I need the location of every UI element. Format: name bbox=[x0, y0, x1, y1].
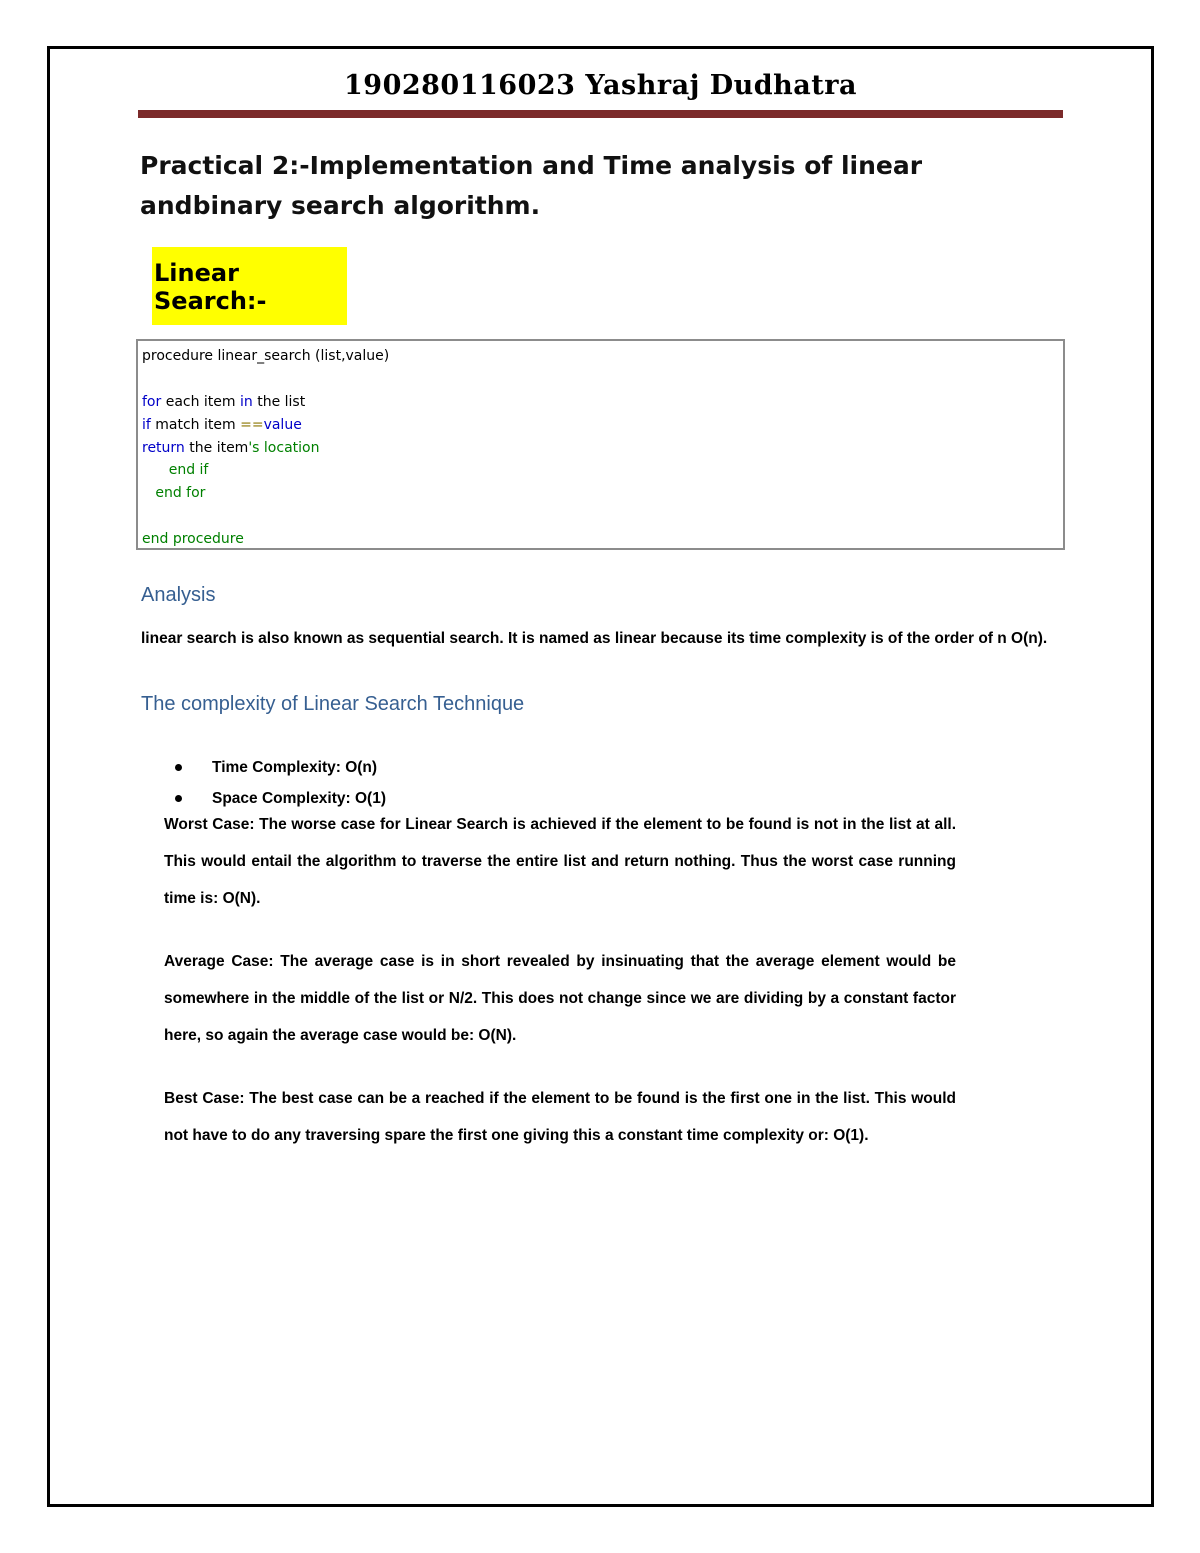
code-text: the item bbox=[184, 439, 249, 456]
code-line bbox=[142, 459, 1063, 482]
code-text: end procedure bbox=[142, 531, 244, 548]
linear-search-heading: Linear Search:- bbox=[154, 259, 267, 315]
linear-search-highlight bbox=[152, 247, 347, 325]
code-block bbox=[136, 339, 1065, 550]
code-text: match item bbox=[150, 416, 241, 433]
code-keyword: value bbox=[263, 416, 302, 433]
header-name: 190280116023 Yashraj Dudhatra bbox=[344, 70, 857, 101]
code-line bbox=[142, 391, 1063, 414]
worst-case-paragraph: Worst Case: The worse case for Linear Search is achieved if the element to be found is not in the list at all. This would entail the algorithm to traverse the entire list and return nothing. Thus the worst case running time is: O(N). bbox=[164, 816, 956, 907]
analysis-paragraph: linear search is also known as sequential search. It is named as linear because its time complexity is of the order of n O(n). bbox=[141, 630, 1048, 647]
page-title: Practical 2:-Implementation and Time analysis of linear andbinary search algorithm. bbox=[140, 151, 923, 220]
code-line-blank bbox=[142, 505, 1063, 528]
average-case-paragraph: Average Case: The average case is in short revealed by insinuating that the average element would be somewhere in the middle of the list or N/2. This does not change since we are dividing by a constant factor here, so again the average case would be: O(N). bbox=[164, 953, 956, 1044]
header-rule bbox=[138, 110, 1063, 118]
code-operator: == bbox=[240, 416, 264, 433]
list-item bbox=[174, 752, 386, 783]
best-case-paragraph: Best Case: The best case can be a reached if the element to be found is the first one in the list. This would not have to do any traversing spare the first one giving this a constant time complexity or: O(1). bbox=[164, 1090, 956, 1144]
code-text: end if bbox=[142, 462, 209, 479]
code-line bbox=[142, 482, 1063, 505]
code-text: the list bbox=[252, 393, 306, 410]
code-line-blank bbox=[142, 368, 1063, 391]
complexity-heading: The complexity of Linear Search Technique bbox=[141, 693, 525, 715]
bullet-icon bbox=[175, 795, 182, 802]
code-line bbox=[142, 528, 1063, 551]
list-item-text: Time Complexity: O(n) bbox=[212, 758, 378, 776]
code-string: 's location bbox=[248, 439, 320, 456]
code-text: each item bbox=[161, 393, 240, 410]
bullet-icon bbox=[175, 764, 182, 771]
code-line bbox=[142, 414, 1063, 437]
code-text: procedure linear_search (list,value) bbox=[142, 348, 390, 364]
code-keyword: return bbox=[142, 439, 185, 456]
code-line bbox=[142, 437, 1063, 460]
code-keyword: in bbox=[240, 393, 253, 410]
list-item-text: Space Complexity: O(1) bbox=[212, 789, 386, 807]
code-keyword: if bbox=[142, 416, 151, 433]
code-line bbox=[142, 345, 1063, 368]
code-keyword: for bbox=[142, 393, 162, 410]
analysis-heading: Analysis bbox=[141, 584, 216, 606]
code-text: end for bbox=[142, 485, 206, 502]
complexity-list bbox=[174, 752, 386, 814]
